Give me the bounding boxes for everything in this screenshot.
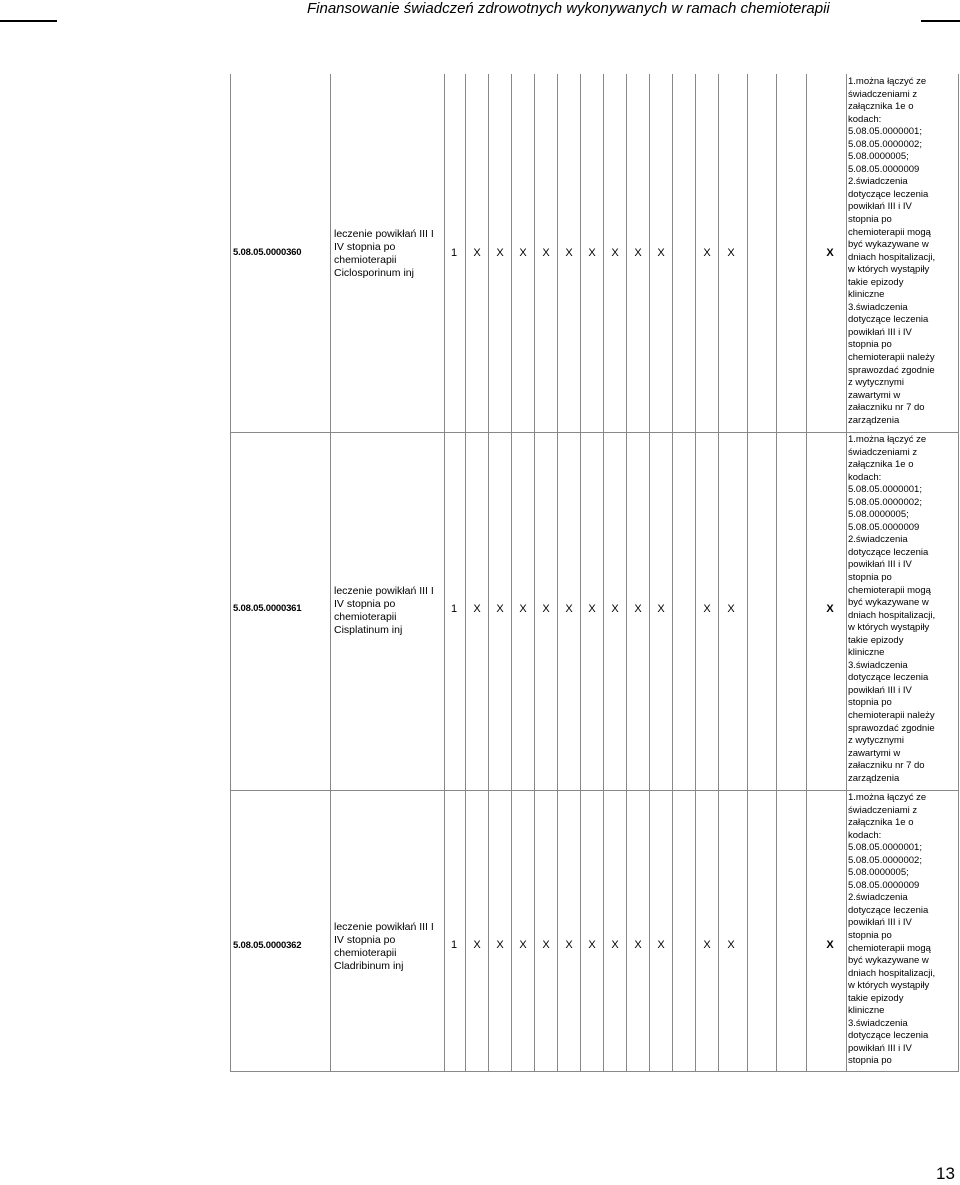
procedure-code: 5.08.05.0000361 [233,603,302,614]
table-cell: X [496,603,504,615]
table-cell: X [565,603,573,615]
table-cell: X [588,603,596,615]
table-cell: X [473,939,481,951]
remarks-cell: 1.można łączyć ze świadczeniami z załącznika 1e o kodach: 5.08.05.0000001; 5.08.05.0000002; 5.08.0000005; 5.08.05.0000009 2.świadczenia dotyczące leczenia powikłań III i IV stopnia po chemioterapii mogą być wykazywane w dniach hospitalizacji, w których wystąpiły takie epizody kliniczne 3.świadczenia dotyczące leczenia powikłań III i IV stopnia po chemioterapii należy sprawozdać zgodnie z wytycznymi zawartymi w załaczniku nr 7 do zarządzenia [848,434,936,784]
table-cell: X [611,247,619,259]
table-row [230,432,959,790]
table-cell: X [565,247,573,259]
table-cell: X [473,603,481,615]
table-row [230,790,959,1071]
table-cell: X [727,939,735,951]
table-cell: X [703,939,711,951]
table-row [230,74,959,432]
table-cell: X [634,939,642,951]
table-cell: X [473,247,481,259]
table-cell: X [542,603,550,615]
table-cell: X [611,939,619,951]
table-cell: X [588,247,596,259]
procedure-description: leczenie powikłań III I IV stopnia po chemioterapii Cisplatinum inj [334,585,434,636]
table-cell: X [657,939,665,951]
procedure-code: 5.08.05.0000360 [233,247,302,258]
table-cell: X [519,247,527,259]
table-cell: X [657,247,665,259]
table-cell: X [519,603,527,615]
table-cell: X [519,939,527,951]
procedure-description: leczenie powikłań III I IV stopnia po chemioterapii Cladribinum inj [334,921,434,972]
table-cell: X [542,939,550,951]
table-cell: X [703,247,711,259]
table-cell: X [588,939,596,951]
table-border-bottom [230,1071,959,1072]
table-cell: X [826,247,834,259]
table-cell: 1 [450,247,458,259]
procedure-description: leczenie powikłań III I IV stopnia po chemioterapii Ciclosporinum inj [334,228,434,279]
header-rule-right [921,20,960,22]
table-cell: X [611,603,619,615]
table-cell: X [826,939,834,951]
table-cell: X [703,603,711,615]
table-cell: 1 [450,603,458,615]
header-rule-left [0,20,57,22]
table-cell: X [634,247,642,259]
page-header-title: Finansowanie świadczeń zdrowotnych wykonywanych w ramach chemioterapii [307,0,830,17]
table-cell: X [542,247,550,259]
procedure-code: 5.08.05.0000362 [233,940,302,951]
table-cell: X [826,603,834,615]
table-cell: X [634,603,642,615]
remarks-cell: 1.można łączyć ze świadczeniami z załącznika 1e o kodach: 5.08.05.0000001; 5.08.05.0000002; 5.08.0000005; 5.08.05.0000009 2.świadczenia dotyczące leczenia powikłań III i IV stopnia po chemioterapii mogą być wykazywane w dniach hospitalizacji, w których wystąpiły takie epizody kliniczne 3.świadczenia dotyczące leczenia powikłań III i IV stopnia po chemioterapii należy sprawozdać zgodnie z wytycznymi zawartymi w załaczniku nr 7 do zarządzenia [848,76,936,426]
table-cell: X [496,247,504,259]
table-cell: X [727,603,735,615]
table-cell: X [657,603,665,615]
page-number: 13 [936,1164,955,1183]
table-cell: X [496,939,504,951]
table-cell: X [727,247,735,259]
table-cell: 1 [450,939,458,951]
procedures-table [230,74,959,1072]
remarks-cell: 1.można łączyć ze świadczeniami z załącznika 1e o kodach: 5.08.05.0000001; 5.08.05.0000002; 5.08.0000005; 5.08.05.0000009 2.świadczenia dotyczące leczenia powikłań III i IV stopnia po chemioterapii mogą być wykazywane w dniach hospitalizacji, w których wystąpiły takie epizody kliniczne 3.świadczenia dotyczące leczenia powikłań III i IV stopnia po [848,792,936,1067]
table-cell: X [565,939,573,951]
